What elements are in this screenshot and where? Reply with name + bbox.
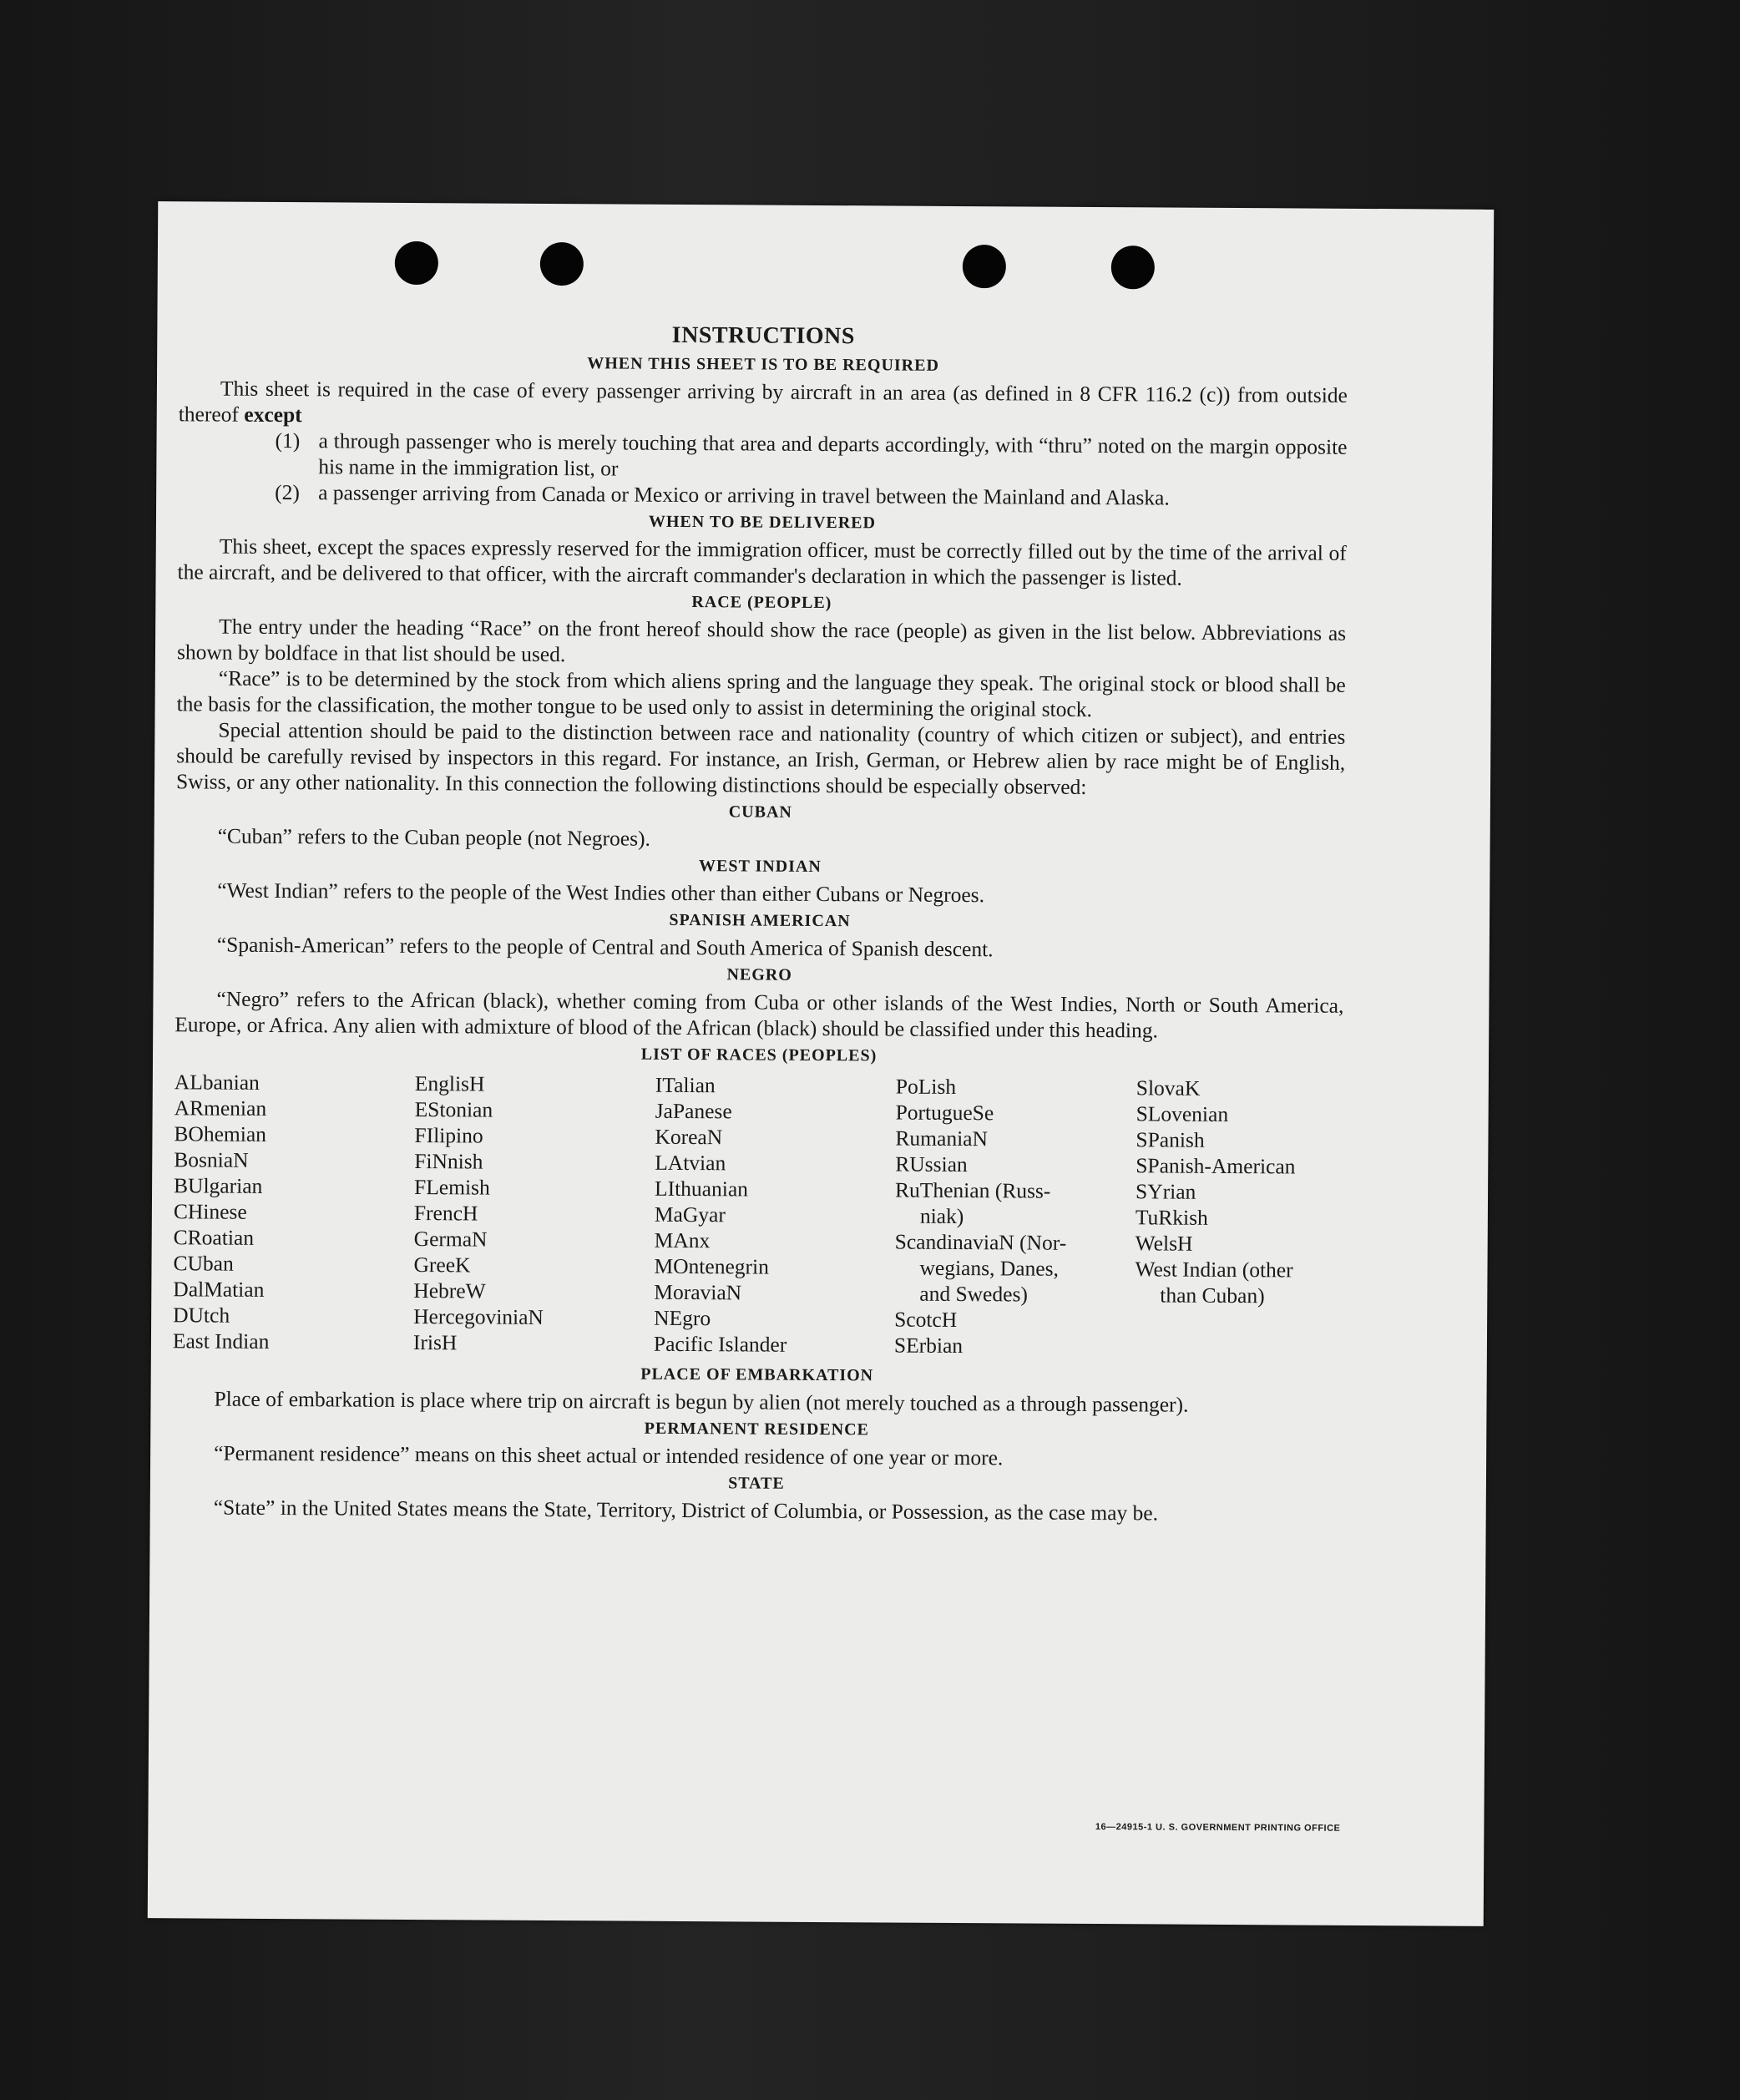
list-item-number: (1): [275, 428, 301, 453]
embarkation-text: Place of embarkation is place where trip on aircraft is begun by alien (not merely touched as a through passenger).: [214, 1386, 1189, 1417]
race-entry: EStonian: [414, 1097, 493, 1122]
race-entry: ALbanian: [174, 1070, 260, 1095]
heading-west-indian: WEST INDIAN: [698, 857, 822, 877]
race-entry: PoLish: [895, 1074, 957, 1099]
race-entry: SErbian: [893, 1333, 964, 1359]
state-text: “State” in the United States means the State, Territory, District of Columbia, or Possession, as the case may be.: [213, 1495, 1159, 1526]
race-entry: BosniaN: [174, 1147, 249, 1172]
race-entry-continuation: wegians, Danes,: [919, 1255, 1060, 1281]
race-entry: ScandinaviaN (Nor-: [894, 1229, 1067, 1255]
race-entry: RumaniaN: [895, 1126, 989, 1151]
punch-hole: [540, 242, 584, 286]
race-entry: West Indian (other: [1135, 1257, 1293, 1283]
race-entry: FrencH: [413, 1201, 478, 1226]
race-entry: SlovaK: [1136, 1075, 1201, 1101]
page-title: INSTRUCTIONS: [671, 321, 855, 350]
race-entry: ITalian: [655, 1072, 716, 1098]
heading-embarkation: PLACE OF EMBARKATION: [640, 1364, 874, 1385]
race-entry: KoreaN: [655, 1124, 723, 1150]
heading-race: RACE (PEOPLE): [691, 593, 832, 613]
list-item: [275, 428, 1347, 486]
delivered-text: This sheet, except the spaces expressly reserved for the immigration officer, must be correctly filled out by the time of the arrival of the aircraft, and be delivered to that officer, with the aircraft commander's declaration in which the passenger is listed.: [177, 534, 1347, 590]
punch-hole: [395, 241, 438, 285]
list-item-text: a passenger arriving from Canada or Mexico or arriving in travel between the Mainland and Alaska.: [318, 480, 1170, 510]
punch-hole: [963, 245, 1006, 288]
heading-delivered: WHEN TO BE DELIVERED: [648, 512, 877, 533]
heading-state: STATE: [728, 1474, 785, 1493]
list-item-text: a through passenger who is merely touching that area and departs accordingly, with “thru” noted on the margin opposite his name in the immigration list, or: [318, 428, 1348, 481]
race-entry: GermaN: [413, 1227, 488, 1252]
race-entry: SYrian: [1135, 1179, 1196, 1204]
race-entry: SLovenian: [1136, 1101, 1229, 1126]
race-entry: MAnx: [654, 1227, 711, 1253]
residence-text: “Permanent residence” means on this sheet actual or intended residence of one year or more.: [214, 1440, 1004, 1470]
race-entry: BOhemian: [174, 1121, 267, 1146]
race-entry: HebreW: [413, 1278, 486, 1303]
race-entry: MoraviaN: [654, 1279, 742, 1305]
heading-negro: NEGRO: [726, 965, 792, 984]
races-column: [1135, 1075, 1377, 1361]
race-entry: CHinese: [173, 1199, 247, 1224]
races-column: [413, 1070, 655, 1357]
race-entry: FIlipino: [414, 1123, 483, 1148]
race-entry-continuation: than Cuban): [1160, 1283, 1265, 1308]
race-entry: TuRkish: [1135, 1205, 1208, 1230]
list-item-number: (2): [275, 479, 300, 505]
document-sheet: [148, 201, 1495, 1926]
race-entry: LIthuanian: [654, 1176, 749, 1202]
race-entry: RuThenian (Russ-: [894, 1177, 1051, 1203]
race-entry: HercegoviniaN: [413, 1304, 544, 1329]
required-except: except: [244, 402, 302, 428]
race-entry: East Indian: [172, 1328, 270, 1354]
heading-spanish-american: SPANISH AMERICAN: [669, 910, 851, 931]
race-entry: DalMatian: [173, 1277, 265, 1302]
race-paragraph-2: “Race” is to be determined by the stock from which aliens spring and the language they speak. The original stock or blood shall be the basis for the classification, the mother tongue to be used only to assist in determining the original stock.: [176, 665, 1346, 721]
race-entry-continuation: niak): [919, 1203, 964, 1229]
race-entry: GreeK: [413, 1252, 471, 1278]
race-entry: MaGyar: [654, 1202, 726, 1227]
instructions-body: [172, 318, 1348, 1527]
race-entry: JaPanese: [655, 1098, 732, 1124]
race-entry: ScotcH: [894, 1307, 958, 1333]
race-entry: FiNnish: [414, 1149, 483, 1174]
race-entry: ARmenian: [174, 1096, 267, 1121]
west-indian-text: “West Indian” refers to the people of the West Indies other than either Cubans or Negroes.: [217, 878, 985, 908]
race-entry: EnglisH: [414, 1071, 485, 1096]
race-entry: MOntenegrin: [654, 1253, 769, 1279]
races-column: [654, 1072, 896, 1359]
printer-imprint: 16—24915-1 U. S. GOVERNMENT PRINTING OFFICE: [1095, 1822, 1341, 1834]
race-entry: IrisH: [412, 1330, 458, 1355]
spanish-american-text: “Spanish-American” refers to the people of Central and South America of Spanish descent.: [216, 932, 994, 962]
race-entry: DUtch: [173, 1303, 230, 1328]
race-entry: LAtvian: [655, 1150, 726, 1176]
heading-required: WHEN THIS SHEET IS TO BE REQUIRED: [587, 354, 940, 375]
negro-text: “Negro” refers to the African (black), whether coming from Cuba or other islands of the West Indies, North or South America, Europe, or Africa. Any alien with admixture of blood of the African (black) should be classified under this heading.: [175, 986, 1344, 1043]
race-entry: CRoatian: [173, 1225, 255, 1250]
race-entry: RUssian: [895, 1151, 968, 1177]
required-intro: This sheet is required in the case of every passenger arriving by aircraft in an area (as defined in 8 CFR 116.2 (c)) from outside thereof except: [178, 376, 1348, 428]
heading-list-of-races: LIST OF RACES (PEOPLES): [640, 1045, 878, 1065]
race-entry: WelsH: [1135, 1231, 1193, 1256]
races-table: [173, 1069, 1343, 1361]
race-entry: PortugueSe: [895, 1100, 994, 1126]
race-paragraph-1: The entry under the heading “Race” on the front hereof should show the race (people) as given in the list below. Abbreviations as shown by boldface in that list should be used.: [176, 614, 1347, 667]
races-column: [173, 1069, 415, 1355]
race-entry: SPanish-American: [1136, 1153, 1296, 1179]
race-entry: FLemish: [414, 1175, 490, 1200]
heading-cuban: CUBAN: [728, 802, 792, 822]
race-entry: CUban: [173, 1251, 234, 1276]
heading-residence: PERMANENT RESIDENCE: [644, 1419, 869, 1440]
cuban-text: “Cuban” refers to the Cuban people (not Negroes).: [217, 823, 651, 851]
race-entry-continuation: and Swedes): [919, 1281, 1029, 1307]
punch-hole: [1111, 245, 1155, 289]
race-entry: Pacific Islander: [653, 1331, 787, 1357]
race-entry: NEgro: [654, 1305, 711, 1331]
race-paragraph-3: Special attention should be paid to the distinction between race and nationality (country of which citizen or subject), and entries should be carefully revised by inspectors in this regard. For instance, an Irish, German, or Hebrew alien by race might be of English, Swiss, or any other nationality. In this connection the following distinctions should be especially observed:: [175, 717, 1346, 799]
race-entry: BUlgarian: [174, 1173, 263, 1198]
races-column: [894, 1074, 1136, 1360]
race-entry: SPanish: [1136, 1127, 1205, 1152]
list-item: [275, 479, 1347, 512]
